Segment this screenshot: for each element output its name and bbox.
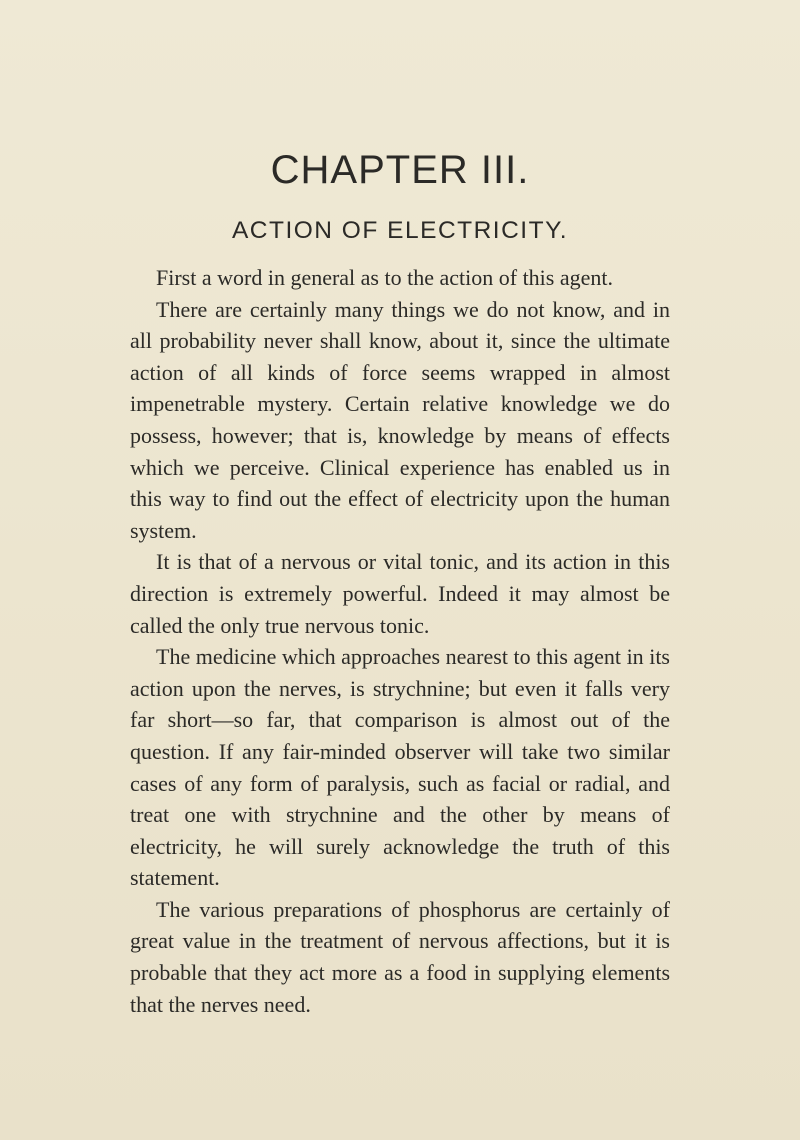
paragraph: The various preparations of phosphorus are certainly of great value in the treatment of nervous affections, but it is probable that they act more as a food in supplying elements that the nerves need. <box>130 896 670 1017</box>
body-text <box>130 262 670 1020</box>
paragraph: First a word in general as to the action of this agent. <box>156 265 613 290</box>
chapter-title: CHAPTER III. <box>270 148 530 192</box>
paragraph: There are certainly many things we do not know, and in all probability never shall know, about it, since the ultimate action of all kinds of force seems wrapped in almost impenetrable mystery. Certain relative knowledge we do possess, however; that is, knowledge by means of effects which we perceive. Clinical experience has enabled us in this way to find out the effect of electricity upon the human system. <box>130 296 670 543</box>
section-title: ACTION OF ELECTRICITY. <box>231 217 569 244</box>
paragraph: It is that of a nervous or vital tonic, and its action in this direction is extremely powerful. Indeed it may almost be called the only true nervous tonic. <box>130 549 670 638</box>
paragraph: The medicine which approaches nearest to this agent in its action upon the nerves, is strychnine; but even it falls very far short—so far, that comparison is almost out of the question. If any fair-minded observer will take two similar cases of any form of paralysis, such as facial or radial, and treat one with strychnine and the other by means of electricity, he will surely acknowledge the truth of this statement. <box>130 644 670 891</box>
